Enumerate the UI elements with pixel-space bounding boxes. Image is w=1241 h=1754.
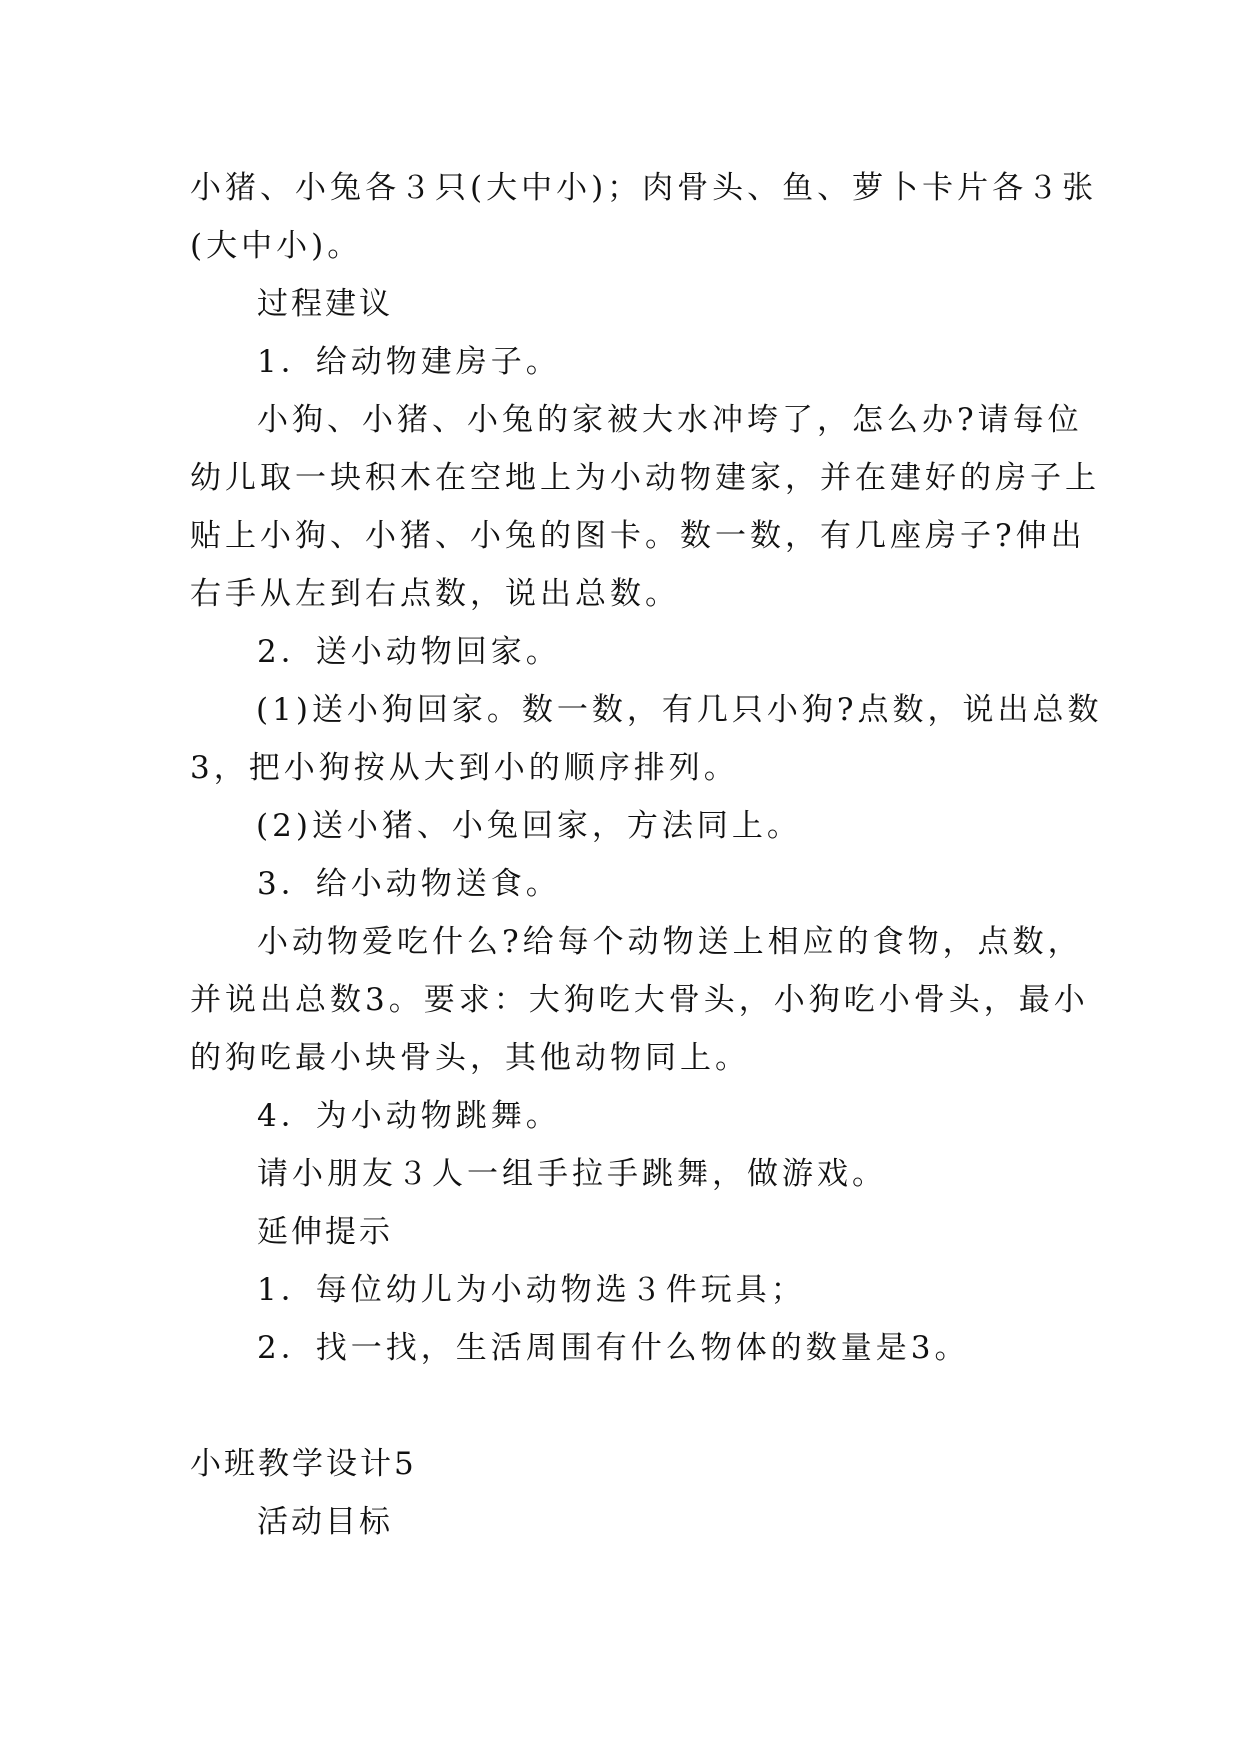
step-3-paragraph-line-1: 小动物爱吃什么?给每个动物送上相应的食物，点数， (257, 924, 1083, 960)
lesson-design-5-title: 小班教学设计5 (190, 1446, 417, 1482)
step-1-paragraph-line-4: 右手从左到右点数，说出总数。 (190, 576, 680, 612)
step-2-title: 2．送小动物回家。 (257, 634, 561, 670)
extension-heading: 延伸提示 (257, 1214, 393, 1250)
step-2-subitem-1-line-1: (1)送小狗回家。数一数，有几只小狗?点数，说出总数 (256, 692, 1103, 728)
step-2-subitem-1-line-2: 3，把小狗按从大到小的顺序排列。 (190, 750, 739, 786)
materials-text-line-1: 小猪、小兔各３只(大中小)；肉骨头、鱼、萝卜卡片各３张 (190, 170, 1098, 206)
document-body (190, 159, 1103, 1551)
step-1-title: 1．给动物建房子。 (257, 344, 561, 380)
section-spacer (190, 1377, 1060, 1435)
step-4-paragraph: 请小朋友３人一组手拉手跳舞，做游戏。 (257, 1156, 887, 1192)
extension-item-2: 2．找一找，生活周围有什么物体的数量是3。 (257, 1330, 970, 1366)
step-1-paragraph-line-1: 小狗、小猪、小兔的家被大水冲垮了，怎么办?请每位 (257, 402, 1083, 438)
process-suggestion-heading: 过程建议 (257, 286, 393, 322)
step-1-paragraph-line-2: 幼儿取一块积木在空地上为小动物建家，并在建好的房子上 (190, 460, 1100, 496)
step-3-paragraph-line-2: 并说出总数3。要求：大狗吃大骨头，小狗吃小骨头，最小 (190, 982, 1089, 1018)
activity-goals-heading: 活动目标 (257, 1504, 393, 1540)
step-2-subitem-2: (2)送小猪、小兔回家，方法同上。 (256, 808, 802, 844)
step-4-title: 4．为小动物跳舞。 (257, 1098, 561, 1134)
step-3-paragraph-line-3: 的狗吃最小块骨头，其他动物同上。 (190, 1040, 750, 1076)
step-3-title: 3．给小动物送食。 (257, 866, 561, 902)
extension-item-1: 1．每位幼儿为小动物选３件玩具； (257, 1272, 806, 1308)
materials-text-line-2: (大中小)。 (190, 228, 363, 264)
step-1-paragraph-line-3: 贴上小狗、小猪、小兔的图卡。数一数，有几座房子?伸出 (190, 518, 1086, 554)
